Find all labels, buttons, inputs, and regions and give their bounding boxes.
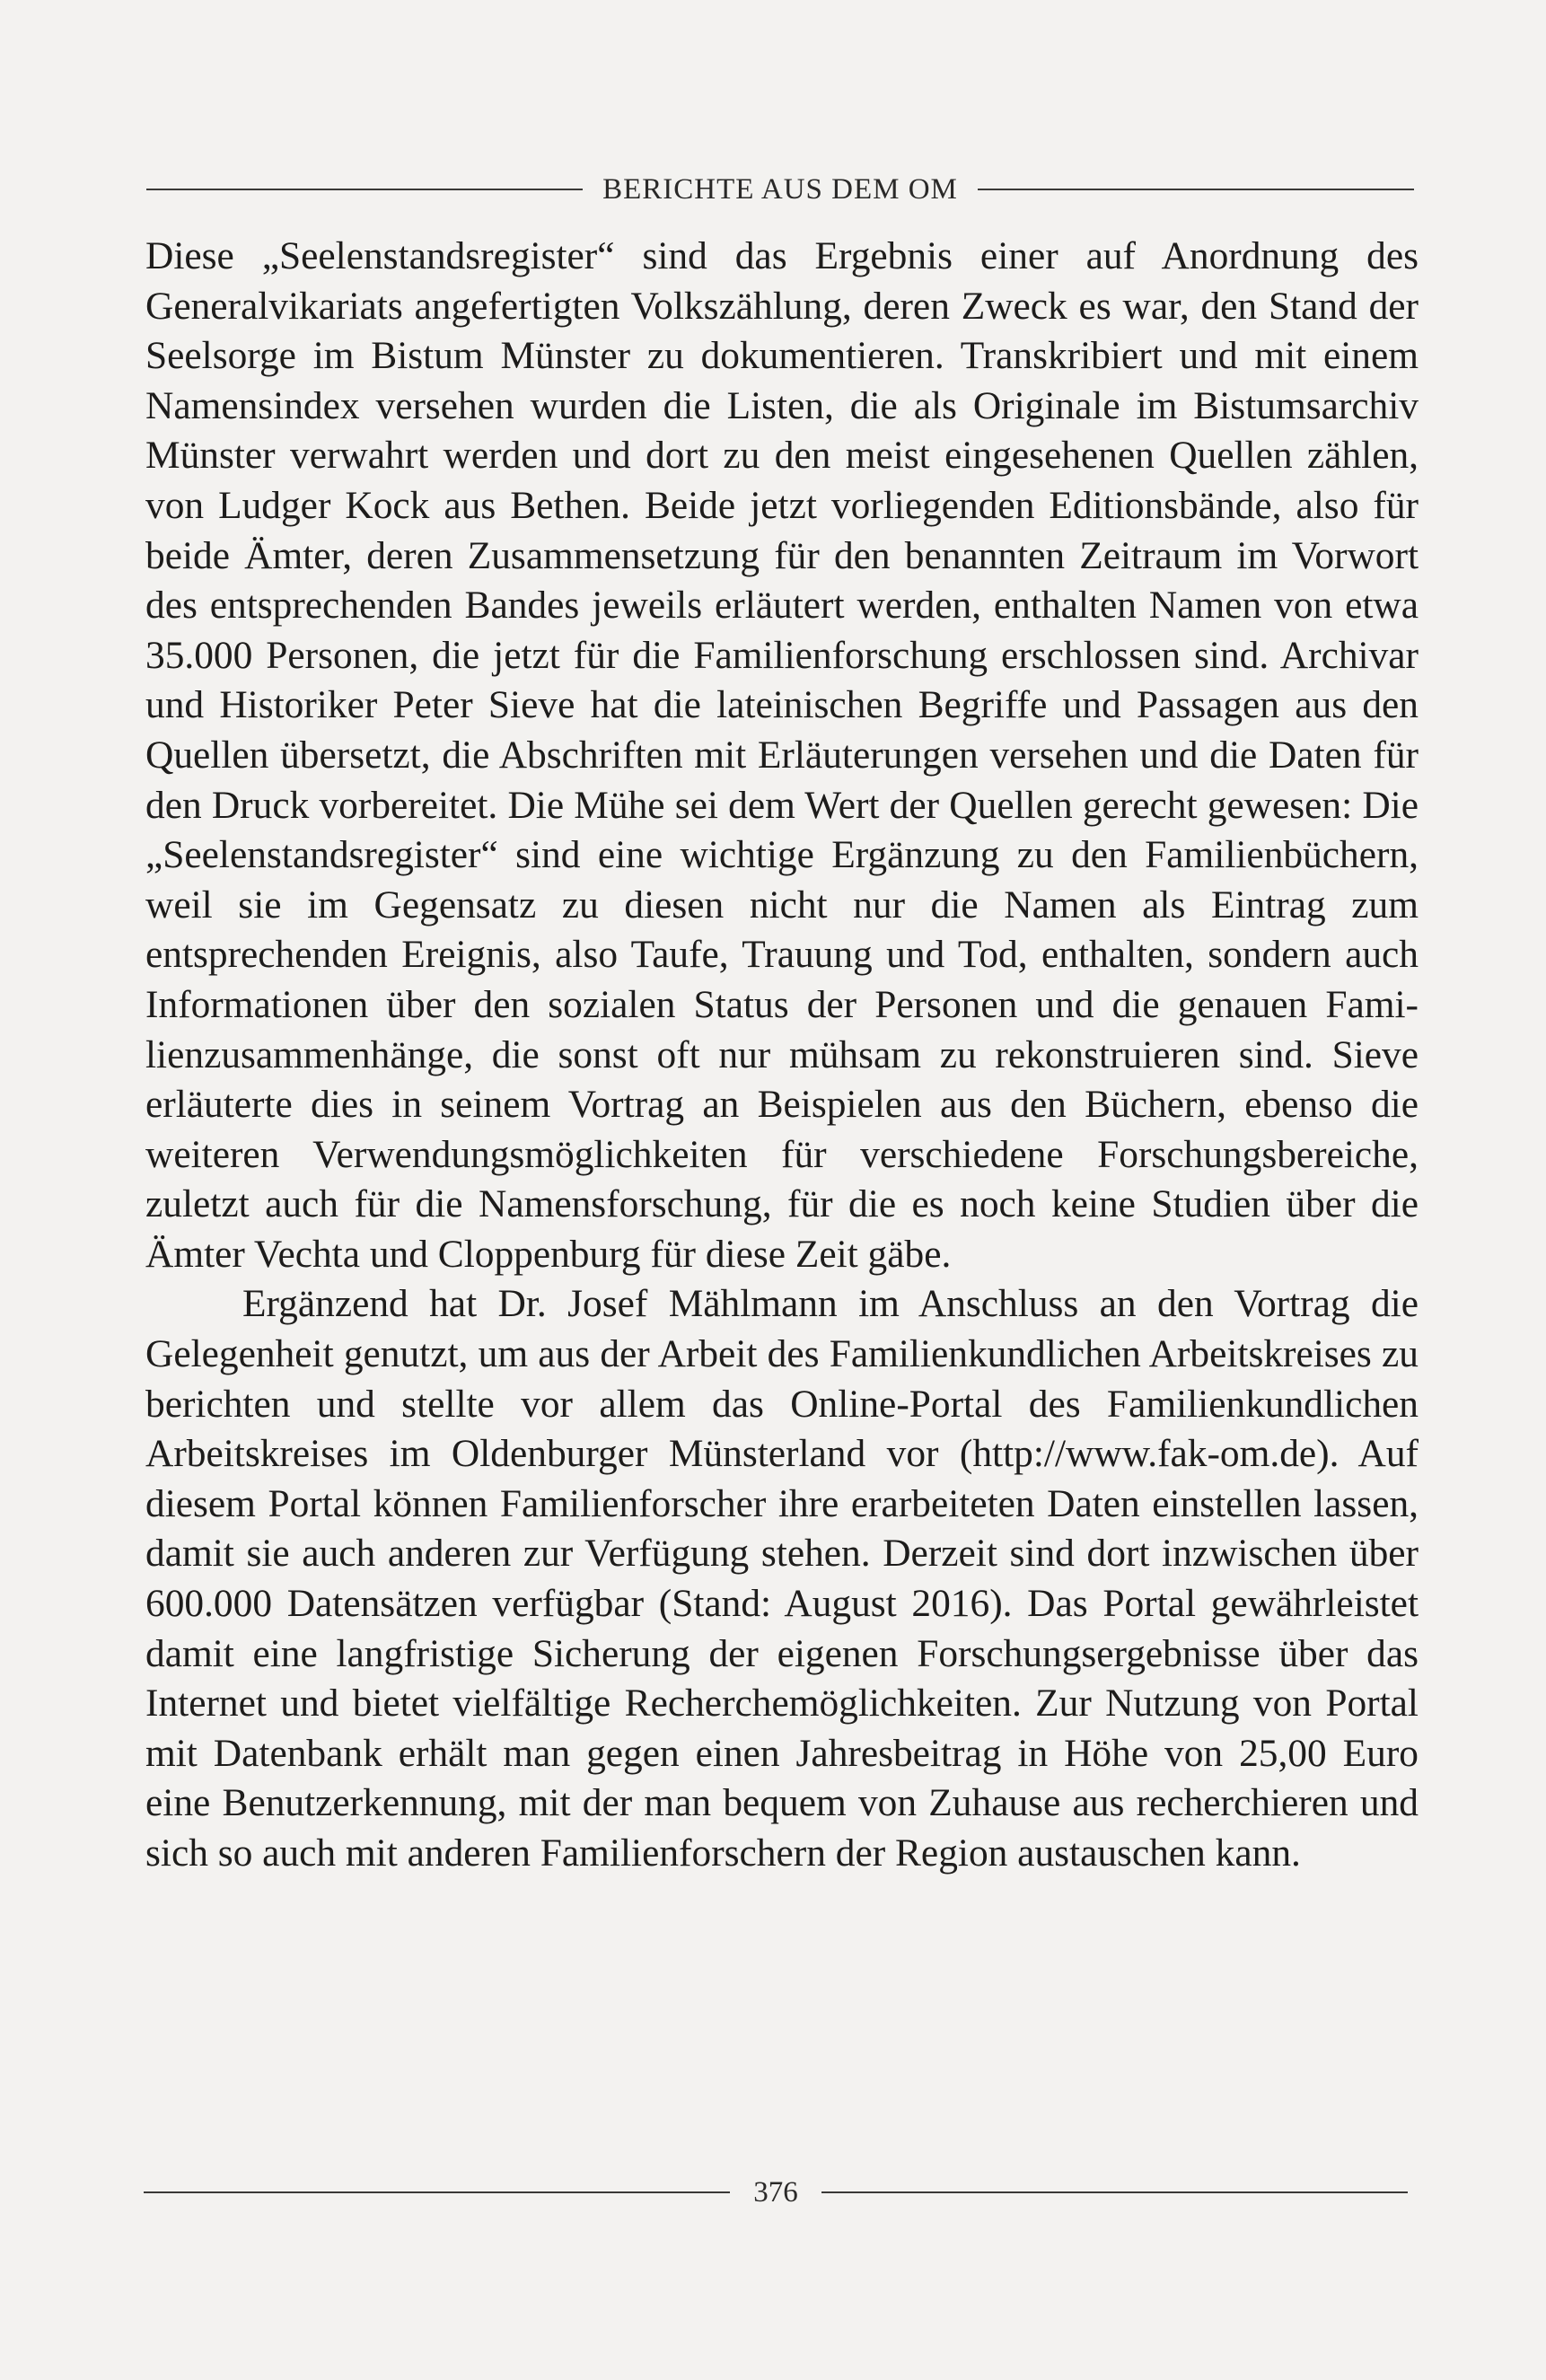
header-rule-right bbox=[978, 189, 1414, 190]
footer-rule-right bbox=[821, 2191, 1408, 2193]
footer-rule-left bbox=[144, 2191, 730, 2193]
page-number: 376 bbox=[753, 2175, 798, 2209]
paragraph-seelenstandsregister: Diese „Seelenstandsregister“ sind das Ergebnis einer auf Anordnung des Generalvikariats angefertigten Volkszählung, deren Zweck es war, den Stand der Seelsorge im Bistum Münster zu dokumentieren. Transkribiert und mit einem Namensindex versehen wurden die Listen, die als Originale im Bistumsarchiv Münster verwahrt werden und dort zu den meist eingesehenen Quellen zählen, von Ludger Kock aus Bethen. Beide jetzt vorliegenden Editionsbände, also für beide Ämter, deren Zusammensetzung für den benannten Zeitraum im Vorwort des entsprechenden Bandes jeweils erläutert werden, enthalten Namen von etwa 35.000 Personen, die jetzt für die Familienforschung erschlossen sind. Archivar und Historiker Peter Sieve hat die lateinischen Begriffe und Passagen aus den Quellen übersetzt, die Abschriften mit Erläuterungen versehen und die Daten für den Druck vorbereitet. Die Mühe sei dem Wert der Quellen gerecht gewesen: Die „Seelenstandsregister“ sind eine wichtige Ergänzung zu den Familienbüchern, weil sie im Gegensatz zu diesen nicht nur die Namen als Eintrag zum entsprechenden Ereignis, also Taufe, Trauung und Tod, enthalten, sondern auch Informationen über den sozialen Status der Personen und die genauen Familienzusammenhänge, die sonst oft nur mühsam zu rekonstruieren sind. Sieve erläuterte dies in seinem Vortrag an Beispielen aus den Büchern, ebenso die weiteren Verwendungsmöglichkeiten für verschiedene Forschungsbereiche, zuletzt auch für die Namensforschung, für die es noch keine Studien über die Ämter Vechta und Cloppenburg für diese Zeit gäbe. bbox=[145, 234, 1419, 1276]
header-rule-left bbox=[146, 189, 583, 190]
running-header bbox=[146, 164, 1414, 215]
running-title: BERICHTE AUS DEM OM bbox=[602, 172, 958, 206]
paragraph-online-portal: Ergänzend hat Dr. Josef Mählmann im Anschluss an den Vortrag die Gelegenheit genutzt, um aus der Arbeit des Familienkundlichen Arbeitskreises zu berichten und stellte vor allem das Online-Portal des Familienkundlichen Arbeitskreises im Oldenburger Münsterland vor (http://www.fak-om.de). Auf diesem Portal können Familienforscher ihre erarbeiteten Daten einstellen lassen, damit sie auch anderen zur Verfügung stehen. Derzeit sind dort inzwischen über 600.000 Datensätzen verfügbar (Stand: August 2016). Das Portal gewährleistet damit eine langfristige Sicherung der eigenen Forschungsergebnisse über das Internet und bietet vielfältige Recherchemöglichkeiten. Zur Nutzung von Portal mit Datenbank erhält man gegen einen Jahresbeitrag in Höhe von 25,00 Euro eine Benutzerkennung, mit der man bequem von Zuhause aus recherchieren und sich so auch mit anderen Familienforschern der Region austauschen kann. bbox=[145, 1282, 1419, 1875]
running-footer bbox=[144, 2167, 1408, 2218]
article-body bbox=[145, 232, 1419, 1879]
